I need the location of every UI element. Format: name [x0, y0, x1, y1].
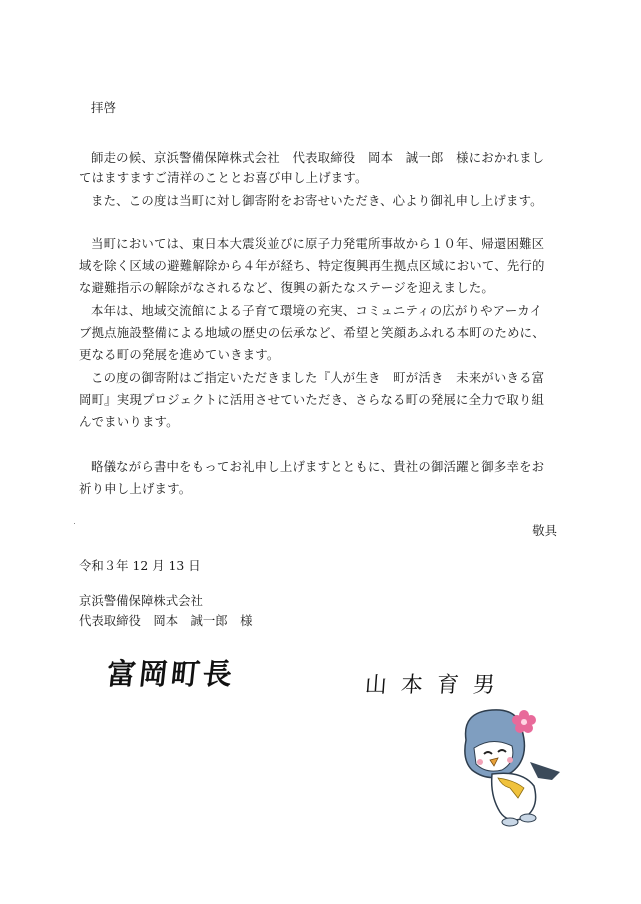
letter-date: 令和３年 12 月 13 日	[79, 558, 201, 573]
paragraph-5-line-1: この度の御寄附はご指定いただきました『人が生き 町が活き 未来がいきる富	[91, 370, 545, 385]
paragraph-3-line-3: な避難指示の解除がなされるなど、復興の新たなステージを迎えました。	[79, 280, 494, 295]
paragraph-6-line-1: 略儀ながら書中をもってお礼申し上げますとともに、貴社の御活躍と御多幸をお	[91, 459, 545, 474]
paragraph-1-line-1: 師走の候、京浜警備保障株式会社 代表取締役 岡本 誠一郎 様におかれまし	[91, 150, 545, 165]
addressee-person: 代表取締役 岡本 誠一郎 様	[79, 613, 253, 628]
closing-remark: 敬具	[532, 523, 557, 538]
paragraph-4-line-1: 本年は、地域交流館による子育て環境の充実、コミュニティの広がりやアーカイ	[91, 303, 543, 318]
paragraph-3-line-1: 当町においては、東日本大震災並びに原子力発電所事故から１０年、帰還困難区	[91, 236, 545, 251]
paragraph-4-line-2: ブ拠点施設整備による地域の歴史の伝承など、希望と笑顔あふれる本町のために、	[79, 325, 545, 340]
stray-mark	[74, 523, 75, 524]
addressee-company: 京浜警備保障株式会社	[79, 593, 203, 608]
paragraph-2-line-1: また、この度は当町に対し御寄附をお寄せいただき、心より御礼申し上げます。	[91, 193, 543, 208]
paragraph-5-line-2: 岡町』実現プロジェクトに活用させていただき、さらなる町の発展に全力で取り組	[79, 392, 545, 407]
paragraph-5-line-3: んでまいります。	[79, 414, 179, 429]
signature-name: 山本育男	[363, 673, 510, 698]
paragraph-4-line-3: 更なる町の発展を進めていきます。	[79, 347, 280, 362]
paragraph-6-line-2: 祈り申し上げます。	[79, 481, 192, 496]
paragraph-3-line-2: 域を除く区域の避難解除から４年が経ち、特定復興再生拠点区域において、先行的	[79, 258, 545, 273]
paragraph-1-line-2: てはますますご清祥のこととお喜び申し上げます。	[79, 170, 368, 185]
opening-greeting: 拝啓	[91, 100, 117, 115]
town-mascot-bird-icon	[452, 700, 564, 830]
signature-title: 富岡町長	[105, 657, 237, 691]
